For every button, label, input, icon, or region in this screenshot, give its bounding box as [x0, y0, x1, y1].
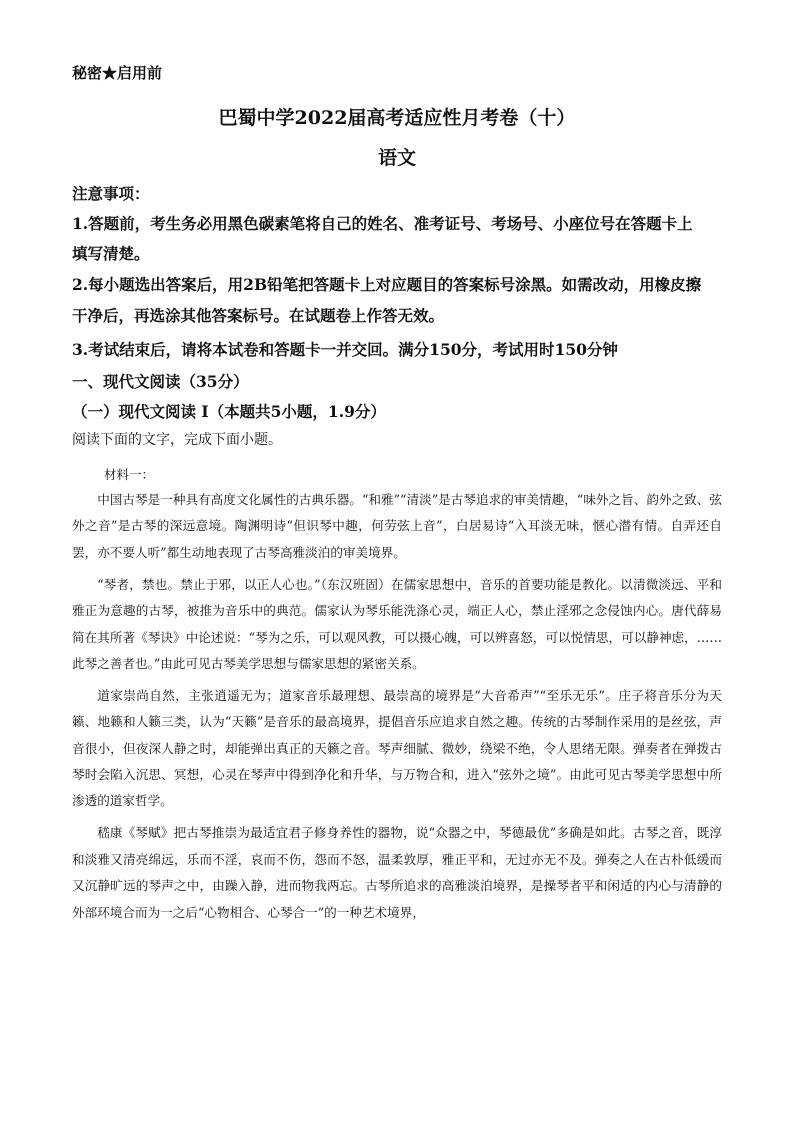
material-body: [72, 487, 722, 932]
reading-instruction: 阅读下面的文字，完成下面小题。: [72, 432, 282, 448]
section-subtitle: （一）现代文阅读 I（本题共5小题，1.9分）: [72, 402, 386, 421]
notes-line: 干净后，再选涂其他答案标号。在试题卷上作答无效。: [72, 306, 445, 325]
paragraph: 嵇康《琴赋》把古琴推崇为最适宜君子修身养性的器物，说“众器之中，琴德最优”多确是如此。古琴之音，既淳和淡雅又清亮绵远，乐而不淫，哀而不伤，怨而不怒，温柔敦厚，雅正平和，无过亦无不及。弹奏之人在古朴低缓而又沉静旷远的琴声之中，由躁入静，进而物我两忘。古琴所追求的高雅淡泊境界，是操琴者平和闲适的内心与清静的外部环境合而为一之后“心物相合、心琴合一”的一种艺术境界，: [72, 825, 722, 920]
exam-title: 巴蜀中学2022届高考适应性月考卷（十）: [218, 107, 576, 129]
notes-line: 2.每小题选出答案后，用2B铅笔把答题卡上对应题目的答案标号涂黑。如需改动，用橡皮擦: [72, 275, 702, 294]
secret-label: 秘密★启用前: [72, 64, 163, 82]
notes-heading: 注意事项：: [72, 184, 150, 203]
subject-title: 语文: [377, 147, 416, 169]
section-title: 一、现代文阅读（35分）: [72, 372, 249, 391]
paragraph: 中国古琴是一种具有高度文化属性的古典乐器。“和雅”“清淡”是古琴追求的审美情趣，“味外之旨、韵外之致、弦外之音”是古琴的深远意境。陶渊明诗“但识琴中趣，何劳弦上音”，白居易诗“入耳淡无味，惬心潜有情。自弄还自罢，亦不要人听”都生动地表现了古琴高雅淡泊的审美境界。: [72, 492, 722, 560]
notes-line: 3.考试结束后，请将本试卷和答题卡一并交回。满分150分，考试用时150分钟: [72, 340, 618, 359]
paragraph: “琴者，禁也。禁止于邪，以正人心也。”（东汉班固）在儒家思想中，音乐的首要功能是教化。以清微淡远、平和雅正为意趣的古琴，被推为音乐中的典范。儒家认为琴乐能洗涤心灵，端正人心，禁止淫邪之念侵蚀内心。唐代薛易简在其所著《琴诀》中论述说：“琴为之乐，可以观风教，可以摄心魄，可以辨喜怒，可以悦情思，可以静神虑，……此琴之善者也。”由此可见古琴美学思想与儒家思想的紧密关系。: [72, 576, 722, 671]
notes-line: 填写清楚。: [72, 244, 150, 263]
notes-line: 1.答题前，考生务必用黑色碳素笔将自己的姓名、准考证号、考场号、小座位号在答题卡上: [72, 214, 693, 233]
paragraph: 道家崇尚自然，主张逍遥无为；道家音乐最理想、最崇高的境界是“大音希声”“至乐无乐”。庄子将音乐分为天籁、地籁和人籁三类，认为“天籁”是音乐的最高境界，提倡音乐应追求自然之趣。传统的古琴制作采用的是丝弦，声音很小，但夜深人静之时，却能弹出真正的天籁之音。琴声细腻、微妙，绕梁不绝，令人思绪无限。弹奏者在弹拨古琴时会陷入沉思、冥想，心灵在琴声中得到净化和升华，与万物合和，进入“弦外之境”。由此可见古琴美学思想中所渗透的道家哲学。: [72, 687, 722, 809]
material-label: 材料一：: [104, 467, 155, 482]
